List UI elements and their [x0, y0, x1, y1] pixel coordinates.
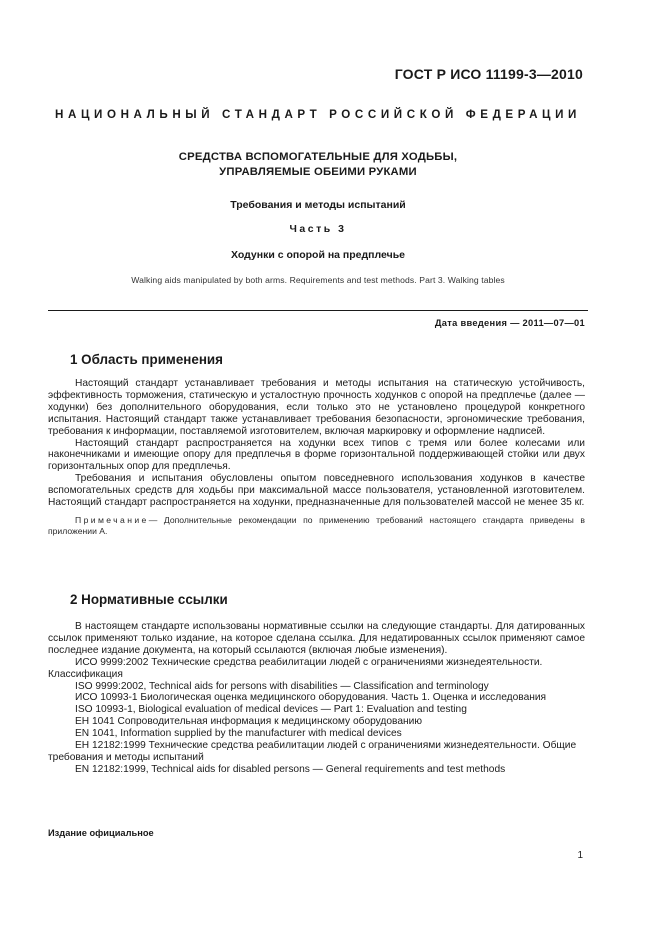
section-1-body	[48, 378, 585, 538]
reference-item: EN 1041, Information supplied by the manufacturer with medical devices	[75, 728, 402, 740]
title-block	[48, 150, 588, 285]
section-1-heading: 1 Область применения	[70, 352, 223, 367]
document-subtitle: Требования и методы испытаний	[230, 199, 406, 211]
part-title: Ходунки с опорой на предплечье	[230, 249, 406, 261]
document-title	[48, 150, 588, 180]
reference-item: EH 12182:1999 Технические средства реабилитации людей с ограничениями жизнедеятельности. Общие требования и методы испытаний	[48, 740, 577, 763]
section-2-body	[48, 621, 585, 776]
page-number: 1	[577, 850, 583, 861]
note-text: — Дополнительные рекомендации по применению требований настоящего стандарта приведены в приложении А.	[48, 514, 585, 537]
title-line-2: УПРАВЛЯЕМЫЕ ОБЕИМИ РУКАМИ	[219, 166, 417, 178]
reference-item: EN 12182:1999, Technical aids for disabled persons — General requirements and test methods	[75, 763, 506, 775]
official-edition-label: Издание официальное	[48, 828, 154, 838]
section-2-heading: 2 Нормативные ссылки	[70, 592, 228, 607]
title-divider	[48, 310, 588, 311]
title-line-1: СРЕДСТВА ВСПОМОГАТЕЛЬНЫЕ ДЛЯ ХОДЬБЫ,	[178, 151, 458, 163]
reference-item: EH 1041 Сопроводительная информация к медицинскому оборудованию	[75, 716, 422, 728]
reference-item: ИСО 10993-1 Биологическая оценка медицинского оборудования. Часть 1. Оценка и исследования	[75, 692, 547, 704]
gost-code: ГОСТ Р ИСО 11199-3—2010	[394, 66, 583, 82]
english-title: Walking aids manipulated by both arms. Requirements and test methods. Part 3. Walking tables	[131, 275, 505, 285]
date-of-introduction: Дата введения — 2011—07—01	[434, 318, 585, 328]
reference-item: ISO 10993-1, Biological evaluation of medical devices — Part 1: Evaluation and testing	[75, 704, 467, 716]
reference-item: ИСО 9999:2002 Технические средства реабилитации людей с ограничениями жизнедеятельности. Классификация	[48, 656, 543, 680]
section-1-paragraph: Настоящий стандарт устанавливает требования и методы испытания на статическую устойчивость, эффективность торможения, статическую и усталостную прочность ходунков с опорой на предплечье (далее — ходунки) без дополнительного оборудования, если только это не установлено процедурой конкретного испытания. Настоящий стандарт также устанавливает требования безопасности, эргономические требования, требования к информации, поставляемой изготовителем, включая маркировку и оформление надписей.	[48, 378, 585, 437]
section-1-note	[48, 515, 585, 538]
section-2-intro: В настоящем стандарте использованы нормативные ссылки на следующие стандарты. Для датированных ссылок применяют только издание, на которое сделана ссылка. Для недатированных ссылок применяют самое последнее издание документа, на который ссылаются (включая любые изменения).	[48, 621, 585, 656]
reference-item: ISO 9999:2002, Technical aids for persons with disabilities — Classification and terminology	[75, 680, 489, 692]
note-label: Примечание	[75, 514, 149, 525]
section-1-paragraph: Настоящий стандарт распространяется на ходунки всех типов с тремя или более колесами или наконечниками и имеющие опору для предплечья в форме горизонтальной поддерживающей стойки или двух горизонтальных опор для предплечья.	[48, 437, 585, 473]
part-number: Часть 3	[289, 223, 347, 235]
national-standard-heading: НАЦИОНАЛЬНЫЙ СТАНДАРТ РОССИЙСКОЙ ФЕДЕРАЦИИ	[55, 108, 581, 121]
section-1-paragraph: Требования и испытания обусловлены опытом повседневного использования ходунков в качестве вспомогательных средств для ходьбы при максимальной массе пользователя, установленной изготовителем. Настоящий стандарт распространяется на ходунки, предназначенные для пользователей массой не менее 35 кг.	[48, 473, 585, 509]
